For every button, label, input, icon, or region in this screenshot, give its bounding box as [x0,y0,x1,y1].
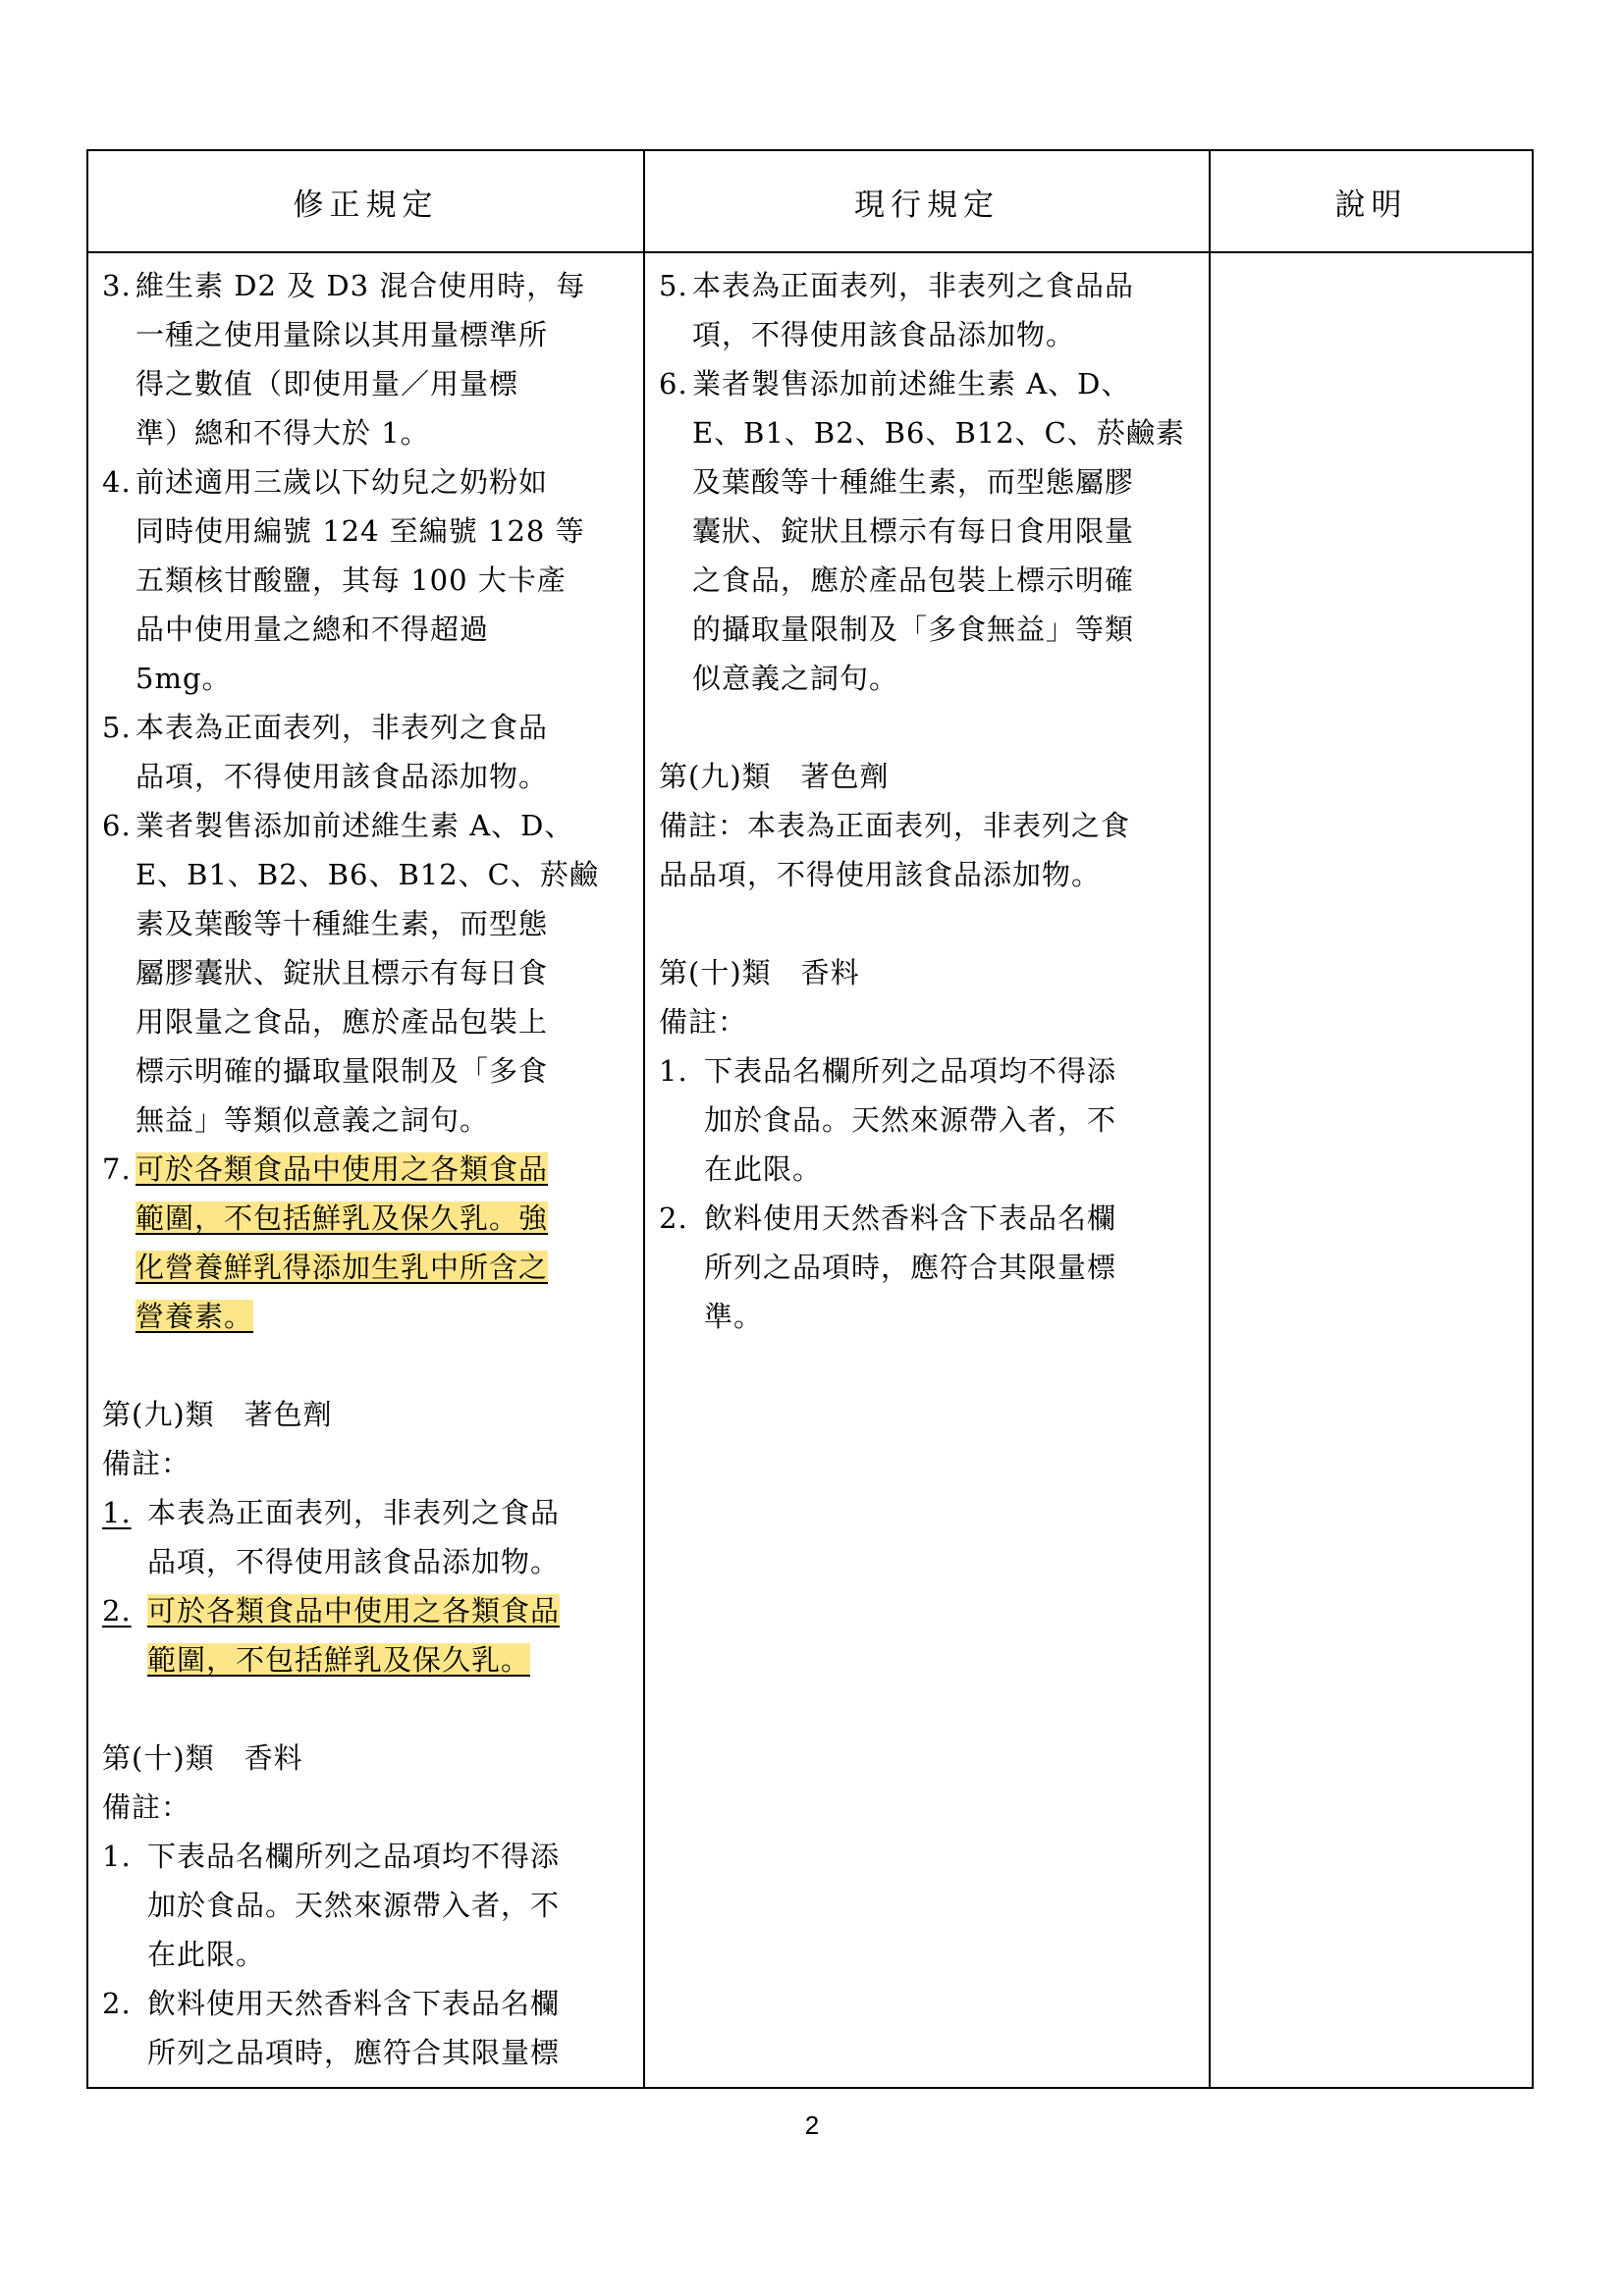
revised-cat9-title: 第(九)類 著色劑 [102,1398,333,1431]
header-revised: 修正規定 [87,150,644,252]
revised-cat10-note-2: 2. 飲料使用天然香料含下表品名欄 所列之品項時，應符合其限量標 [102,1987,561,2069]
revised-item-6: 6. 業者製售添加前述維生素 A、D、 E、B1、B2、B6、B12、C、菸鹼 素及葉酸等十種維生素，而型態 屬膠囊狀、錠狀且標示有每日食 用限量之食品，應於產品包裝上 標示明確的攝取量限制及「多食 無益」等類似意義之詞句。 [102,809,599,1137]
current-item-5: 5. 本表為正面表列，非表列之食品品 項，不得使用該食品添加物。 [659,269,1135,351]
highlighted-text: 可於各類食品中使用之各類食品 [135,1152,549,1186]
header-current: 現行規定 [644,150,1210,252]
revised-cat9-note: 備註： [102,1447,191,1480]
current-cat10-note-2: 2. 飲料使用天然香料含下表品名欄 所列之品項時，應符合其限量標 準。 [659,1201,1117,1333]
highlighted-text: 範圍，不包括鮮乳及保久乳。 [147,1643,531,1677]
current-cat9-note: 品品項，不得使用該食品添加物。 [659,858,1102,891]
current-item-6: 6. 業者製售添加前述維生素 A、D、 E、B1、B2、B6、B12、C、菸鹼素 及葉酸等十種維生素，而型態屬膠 囊狀、錠狀且標示有每日食用限量 之食品，應於產品包裝上標示明確 的攝取量限制及「多食無益」等類 似意義之詞句。 [659,367,1185,695]
current-cat10-note-1: 1. 下表品名欄所列之品項均不得添 加於食品。天然來源帶入者，不 在此限。 [659,1054,1117,1186]
highlighted-text: 範圍，不包括鮮乳及保久乳。強 [135,1201,549,1235]
current-cat10-note: 備註： [659,1005,748,1039]
revised-cat9-note-1: 1. 本表為正面表列，非表列之食品 品項，不得使用該食品添加物。 [102,1496,561,1578]
revised-cat10-note-1: 1. 下表品名欄所列之品項均不得添 加於食品。天然來源帶入者，不 在此限。 [102,1840,561,1971]
current-cat10-title: 第(十)類 香料 [659,956,860,989]
table-header-row [87,150,1533,252]
revised-item-7: 7. 可於各類食品中使用之各類食品 範圍，不包括鮮乳及保久乳。強 化營養鮮乳得添加生乳中所含之 營養素。 [102,1152,549,1333]
table-row [87,252,1533,2088]
current-cat9-title: 第(九)類 著色劑 [659,760,890,793]
current-cell [644,252,1210,2088]
highlighted-text: 可於各類食品中使用之各類食品 [147,1594,561,1628]
comparison-table [86,149,1534,2089]
highlighted-text: 營養素。 [135,1300,254,1333]
highlighted-text: 化營養鮮乳得添加生乳中所含之 [135,1251,549,1284]
revised-cell [87,252,644,2088]
revised-item-4: 4. 前述適用三歲以下幼兒之奶粉如 同時使用編號 124 至編號 128 等 五類核甘酸鹽，其每 100 大卡產 品中使用量之總和不得超過 5mg。 [102,465,585,695]
page-number: 2 [804,2110,820,2140]
revised-item-5: 5. 本表為正面表列，非表列之食品 品項，不得使用該食品添加物。 [102,711,549,793]
explanation-cell [1210,252,1533,2088]
revised-cat10-title: 第(十)類 香料 [102,1741,303,1775]
current-cat9-note: 備註：本表為正面表列，非表列之食 [659,809,1131,842]
header-explanation: 說明 [1210,150,1533,252]
revised-item-3: 3. 維生素 D2 及 D3 混合使用時，每 一種之使用量除以其用量標準所 得之數值（即使用量／用量標 準）總和不得大於 1。 [102,269,586,450]
revised-cat10-note: 備註： [102,1790,191,1824]
revised-cat9-note-2: 2. 可於各類食品中使用之各類食品 範圍，不包括鮮乳及保久乳。 [102,1594,561,1677]
